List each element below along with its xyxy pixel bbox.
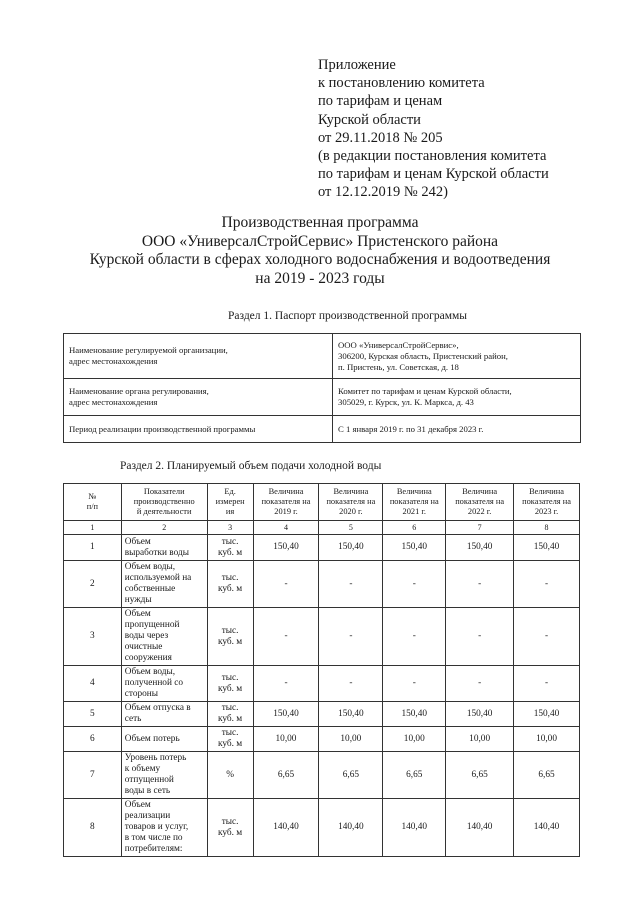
year-value: 6,65	[253, 752, 319, 799]
column-number: 4	[253, 521, 319, 535]
title-line: на 2019 - 2023 годы	[255, 269, 385, 287]
passport-row	[64, 416, 581, 443]
column-number: 8	[514, 521, 580, 535]
appendix-line: Приложение	[318, 57, 396, 73]
column-header: Показатели производственно й деятельности	[121, 484, 207, 521]
row-number: 3	[64, 608, 122, 666]
column-header: Ед. измерен ия	[207, 484, 253, 521]
year-value: -	[253, 561, 319, 608]
document-title	[0, 214, 640, 288]
table-row	[64, 702, 580, 727]
column-number: 5	[319, 521, 383, 535]
title-line: ООО «УниверсалСтройСервис» Пристенского района	[141, 232, 499, 250]
indicator-name: Уровень потерь к объему отпущенной воды в сеть	[121, 752, 207, 799]
appendix-line: к постановлению комитета	[318, 75, 485, 92]
year-value: 150,40	[253, 702, 319, 727]
year-value: 150,40	[253, 535, 319, 561]
table-header-row	[64, 484, 580, 521]
year-value: -	[514, 561, 580, 608]
indicator-name: Объем отпуска в сеть	[121, 702, 207, 727]
year-value: 150,40	[446, 702, 514, 727]
appendix-line: от 29.11.2018 № 205	[318, 129, 443, 146]
year-value: 140,40	[514, 799, 580, 857]
year-value: -	[514, 608, 580, 666]
year-value: 10,00	[319, 727, 383, 752]
passport-label: Наименование органа регулирования, адрес местонахождения	[64, 379, 333, 416]
indicator-name: Объем реализации товаров и услуг, в том числе по потребителям:	[121, 799, 207, 857]
passport-value: С 1 января 2019 г. по 31 декабря 2023 г.	[333, 416, 581, 443]
column-number: 3	[207, 521, 253, 535]
year-value: 10,00	[253, 727, 319, 752]
indicator-name: Объем воды, используемой на собственные нужды	[121, 561, 207, 608]
appendix-line: Курской области	[318, 111, 421, 128]
year-value: 10,00	[383, 727, 446, 752]
unit: тыс. куб. м	[207, 727, 253, 752]
year-value: -	[446, 608, 514, 666]
table-body	[64, 535, 580, 857]
appendix-line: (в редакции постановления комитета	[318, 148, 547, 165]
indicator-name: Объем пропущенной воды через очистные сооружения	[121, 608, 207, 666]
water-volume-table	[63, 483, 580, 857]
passport-value: Комитет по тарифам и ценам Курской области, 305029, г. Курск, ул. К. Маркса, д. 43	[333, 379, 581, 416]
passport-table	[63, 333, 581, 443]
appendix-line: по тарифам и ценам	[318, 93, 443, 110]
table-row	[64, 752, 580, 799]
year-value: 150,40	[514, 702, 580, 727]
year-value: 6,65	[514, 752, 580, 799]
unit: тыс. куб. м	[207, 608, 253, 666]
year-value: 6,65	[383, 752, 446, 799]
indicator-name: Объем потерь	[121, 727, 207, 752]
year-value: -	[383, 666, 446, 702]
indicator-name: Объем воды, полученной со стороны	[121, 666, 207, 702]
year-value: 6,65	[446, 752, 514, 799]
year-value: 140,40	[319, 799, 383, 857]
table-row	[64, 535, 580, 561]
column-number: 2	[121, 521, 207, 535]
row-number: 7	[64, 752, 122, 799]
year-value: 150,40	[514, 535, 580, 561]
year-value: 6,65	[319, 752, 383, 799]
passport-row	[64, 334, 581, 379]
row-number: 4	[64, 666, 122, 702]
appendix-block	[318, 56, 549, 202]
unit: тыс. куб. м	[207, 561, 253, 608]
column-number: 1	[64, 521, 122, 535]
row-number: 6	[64, 727, 122, 752]
year-value: 150,40	[383, 702, 446, 727]
section1-heading: Раздел 1. Паспорт производственной программы	[228, 310, 467, 322]
year-value: -	[446, 561, 514, 608]
appendix-line: по тарифам и ценам Курской области	[318, 166, 549, 183]
column-header: Величина показателя на 2023 г.	[514, 484, 580, 521]
row-number: 2	[64, 561, 122, 608]
year-value: 150,40	[446, 535, 514, 561]
column-number: 6	[383, 521, 446, 535]
appendix-line: от 12.12.2019 № 242)	[318, 184, 448, 201]
section2-heading: Раздел 2. Планируемый объем подачи холодной воды	[120, 460, 382, 472]
column-header: Величина показателя на 2022 г.	[446, 484, 514, 521]
year-value: 10,00	[514, 727, 580, 752]
unit: тыс. куб. м	[207, 535, 253, 561]
year-value: 150,40	[319, 535, 383, 561]
table-row	[64, 727, 580, 752]
column-header: № п/п	[64, 484, 122, 521]
table-row	[64, 666, 580, 702]
year-value: 150,40	[383, 535, 446, 561]
year-value: -	[446, 666, 514, 702]
row-number: 5	[64, 702, 122, 727]
unit: тыс. куб. м	[207, 702, 253, 727]
column-header: Величина показателя на 2019 г.	[253, 484, 319, 521]
unit: %	[207, 752, 253, 799]
row-number: 1	[64, 535, 122, 561]
unit: тыс. куб. м	[207, 799, 253, 857]
passport-value: ООО «УниверсалСтройСервис», 306200, Курская область, Пристенский район, п. Пристень, ул. Советская, д. 18	[333, 334, 581, 379]
column-number: 7	[446, 521, 514, 535]
year-value: 10,00	[446, 727, 514, 752]
column-header: Величина показателя на 2021 г.	[383, 484, 446, 521]
table-row	[64, 561, 580, 608]
unit: тыс. куб. м	[207, 666, 253, 702]
year-value: 150,40	[319, 702, 383, 727]
year-value: -	[319, 608, 383, 666]
year-value: -	[383, 608, 446, 666]
year-value: 140,40	[446, 799, 514, 857]
year-value: -	[319, 561, 383, 608]
column-header: Величина показателя на 2020 г.	[319, 484, 383, 521]
year-value: -	[514, 666, 580, 702]
year-value: -	[383, 561, 446, 608]
title-line: Производственная программа	[221, 214, 419, 231]
year-value: 140,40	[383, 799, 446, 857]
passport-label: Период реализации производственной программы	[64, 416, 333, 443]
indicator-name: Объем выработки воды	[121, 535, 207, 561]
year-value: -	[253, 666, 319, 702]
table-row	[64, 608, 580, 666]
title-line: Курской области в сферах холодного водоснабжения и водоотведения	[89, 251, 551, 268]
year-value: 140,40	[253, 799, 319, 857]
year-value: -	[253, 608, 319, 666]
table-row	[64, 799, 580, 857]
passport-row	[64, 379, 581, 416]
row-number: 8	[64, 799, 122, 857]
passport-label: Наименование регулируемой организации, адрес местонахождения	[64, 334, 333, 379]
year-value: -	[319, 666, 383, 702]
column-number-row	[64, 521, 580, 535]
